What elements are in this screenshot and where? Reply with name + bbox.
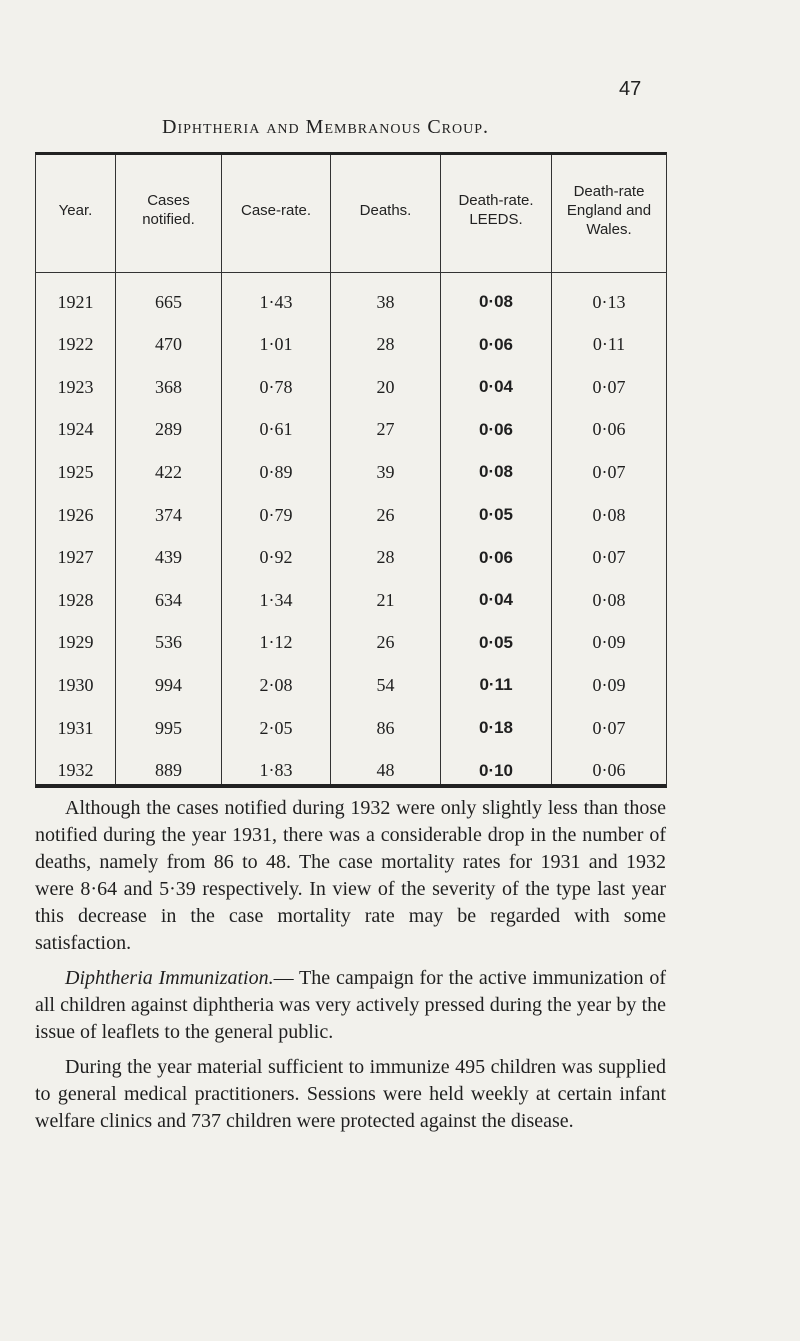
cell-death-rate-england-wales: 0·09: [592, 674, 626, 695]
table-row: [36, 622, 666, 664]
page-number: 47: [619, 78, 642, 100]
cell-deaths: 28: [376, 334, 395, 355]
cell-case-rate: 1·01: [259, 334, 293, 355]
cell-deaths: 26: [376, 504, 395, 525]
cell-case-rate: 1·83: [259, 760, 293, 781]
cell-death-rate-england-wales: 0·08: [592, 504, 626, 525]
cell-death-rate-england-wales: 0·06: [592, 419, 626, 440]
cell-case-rate: 1·43: [259, 291, 293, 312]
header-case-rate: Case-rate.: [240, 201, 312, 219]
cell-death-rate-leeds: 0·04: [478, 377, 514, 397]
cell-deaths: 39: [376, 461, 395, 482]
cell-case-rate: 1·12: [259, 632, 293, 653]
table-row: [36, 664, 666, 706]
cell-death-rate-leeds: 0·04: [478, 590, 514, 610]
paragraph-immunization: [35, 965, 666, 1046]
cell-death-rate-leeds: 0·08: [478, 462, 514, 482]
cell-cases-notified: 536: [155, 632, 182, 653]
cell-death-rate-leeds: 0·06: [478, 419, 514, 439]
cell-cases-notified: 470: [155, 334, 182, 355]
table-row: [36, 451, 666, 493]
table-row: [36, 707, 666, 749]
table-row: [36, 366, 666, 408]
header-death-rate-leeds: Death-rate. LEEDS.: [458, 192, 534, 228]
cell-deaths: 38: [376, 291, 395, 312]
table-row: [36, 494, 666, 536]
table-row: [36, 324, 666, 366]
body-text: [35, 795, 666, 1143]
cell-death-rate-england-wales: 0·07: [592, 717, 626, 738]
immunization-subheading: Diphtheria Immunization.: [65, 967, 274, 989]
cell-death-rate-england-wales: 0·07: [592, 376, 626, 397]
cell-year: 1925: [57, 461, 94, 482]
cell-case-rate: 0·78: [259, 376, 293, 397]
statistics-table: [35, 152, 667, 788]
cell-cases-notified: 995: [155, 717, 182, 738]
cell-death-rate-england-wales: 0·09: [592, 632, 626, 653]
cell-year: 1921: [57, 291, 94, 312]
cell-death-rate-leeds: 0·05: [478, 632, 514, 652]
cell-case-rate: 0·92: [259, 547, 293, 568]
cell-death-rate-england-wales: 0·08: [592, 589, 626, 610]
cell-deaths: 48: [376, 760, 395, 781]
cell-cases-notified: 665: [155, 291, 182, 312]
cell-cases-notified: 422: [155, 461, 182, 482]
cell-death-rate-leeds: 0·05: [478, 505, 514, 524]
table-row: [36, 537, 666, 579]
table-row: [36, 579, 666, 621]
cell-year: 1931: [57, 717, 94, 738]
cell-case-rate: 0·89: [259, 461, 293, 482]
cell-death-rate-leeds: 0·06: [478, 334, 514, 354]
cell-year: 1929: [57, 632, 94, 653]
cell-case-rate: 1·34: [259, 589, 293, 610]
header-year: Year.: [58, 201, 93, 219]
paragraph-material-supplied: During the year material sufficient to immunize 495 children was supplied to general medical practitioners. Sessions were held weekly at certain infant welfare clinics and 737 children were protected against the disease.: [35, 1056, 666, 1132]
cell-cases-notified: 374: [155, 504, 182, 525]
cell-deaths: 86: [376, 717, 395, 738]
header-death-rate-england-wales: Death-rate England and Wales.: [566, 182, 652, 238]
cell-death-rate-england-wales: 0·07: [592, 547, 626, 568]
cell-deaths: 20: [376, 376, 395, 397]
paragraph-case-mortality: Although the cases notified during 1932 were only slightly less than those notified during the year 1931, there was a considerable drop in the number of deaths, namely from 86 to 48. The case mortality rates for 1931 and 1932 were 8·64 and 5·39 respectively. In view of the severity of the type last year this decrease in the case mortality rate may be regarded with some satisfaction.: [35, 797, 666, 954]
cell-deaths: 26: [376, 632, 395, 653]
cell-year: 1923: [57, 376, 94, 397]
cell-year: 1930: [57, 674, 94, 695]
cell-death-rate-england-wales: 0·11: [592, 334, 626, 355]
cell-death-rate-leeds: 0·10: [478, 760, 514, 780]
table-row: [36, 281, 666, 323]
cell-death-rate-england-wales: 0·07: [592, 461, 626, 482]
cell-case-rate: 2·05: [259, 717, 293, 738]
cell-cases-notified: 889: [155, 760, 182, 781]
cell-year: 1922: [57, 334, 94, 355]
cell-death-rate-leeds: 0·08: [478, 292, 514, 311]
immunization-text: — The campaign for the active immunization of all children against diphtheria was very actively pressed during the year by the issue of leaflets to the general public.: [35, 967, 666, 1043]
cell-cases-notified: 634: [155, 589, 182, 610]
cell-death-rate-england-wales: 0·06: [592, 760, 626, 781]
cell-cases-notified: 289: [155, 419, 182, 440]
cell-death-rate-leeds: 0·18: [478, 718, 514, 737]
cell-cases-notified: 994: [155, 674, 182, 695]
cell-year: 1927: [57, 547, 94, 568]
cell-year: 1924: [57, 419, 94, 440]
cell-deaths: 28: [376, 547, 395, 568]
table-row: [36, 409, 666, 451]
cell-year: 1926: [57, 504, 94, 525]
table-row: [36, 750, 666, 792]
cell-death-rate-england-wales: 0·13: [592, 291, 626, 312]
cell-deaths: 27: [376, 419, 395, 440]
cell-cases-notified: 368: [155, 376, 182, 397]
cell-cases-notified: 439: [155, 547, 182, 568]
header-deaths: Deaths.: [359, 201, 412, 219]
cell-case-rate: 0·61: [259, 419, 293, 440]
cell-case-rate: 2·08: [259, 674, 293, 695]
section-heading: Diphtheria and Membranous Croup.: [162, 116, 490, 138]
header-divider: [36, 272, 666, 273]
cell-year: 1932: [57, 760, 94, 781]
cell-year: 1928: [57, 589, 94, 610]
cell-death-rate-leeds: 0·06: [478, 547, 514, 567]
cell-deaths: 21: [376, 589, 395, 610]
cell-case-rate: 0·79: [259, 504, 293, 525]
header-cases-notified: Cases notified.: [142, 192, 195, 228]
cell-deaths: 54: [376, 674, 395, 695]
cell-death-rate-leeds: 0·11: [479, 675, 513, 695]
